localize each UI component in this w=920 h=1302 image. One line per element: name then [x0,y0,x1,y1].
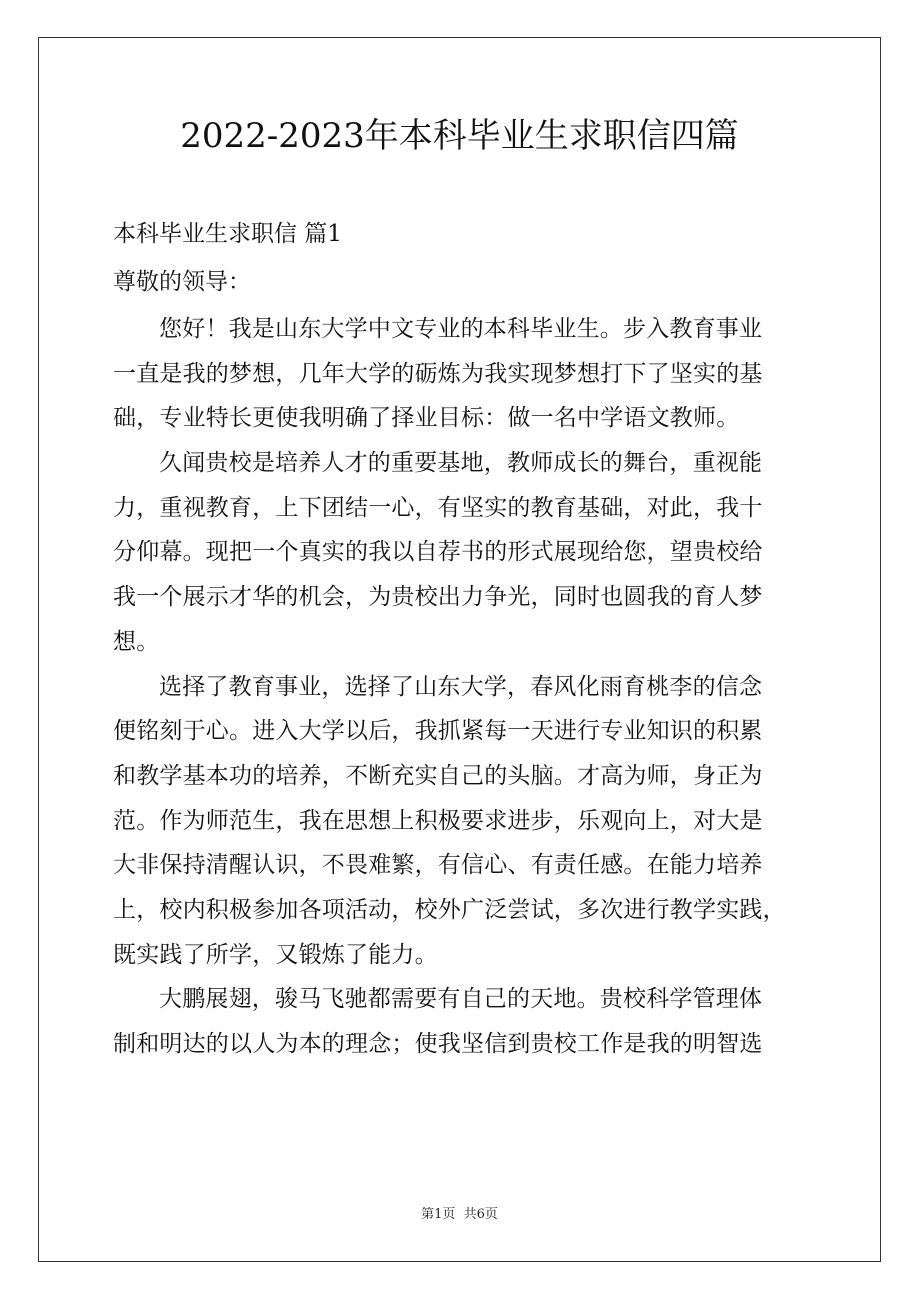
paragraph [113,441,803,664]
paragraph [113,307,803,441]
paragraph-line: 上，校内积极参加各项活动，校外广泛尝试，多次进行教学实践， [113,896,786,923]
paragraph-line: 大非保持清醒认识，不畏难繁，有信心、有责任感。在能力培养 [113,852,763,879]
paragraph-line: 范。作为师范生，我在思想上积极要求进步，乐观向上，对大是 [113,807,763,834]
letter-body [113,307,803,1067]
paragraph-line: 既实践了所学，又锻炼了能力。 [113,941,438,968]
paragraph-line: 分仰幕。现把一个真实的我以自荐书的形式展现给您，望贵校给 [113,539,763,566]
paragraph-line: 力，重视教育，上下团结一心，有坚实的教育基础，对此，我十 [113,494,763,521]
paragraph-line: 久闻贵校是培养人才的重要基地，教师成长的舞台，重视能 [159,450,763,477]
paragraph-line: 您好！我是山东大学中文专业的本科毕业生。步入教育事业 [159,316,763,342]
page-total: 共6页 [463,1207,498,1222]
document-title: 2022-2023年本科毕业生求职信四篇 [180,116,739,156]
paragraph-line: 大鹏展翅，骏马飞驰都需要有自己的天地。贵校科学管理体 [159,986,763,1013]
paragraph-line: 一直是我的梦想，几年大学的砺炼为我实现梦想打下了坚实的基 [113,360,763,387]
paragraph [113,665,803,978]
paragraph-line: 和教学基本功的培养，不断充实自己的头脑。才高为师，身正为 [113,762,763,789]
paragraph [113,977,803,1066]
paragraph-line: 想。 [113,628,160,655]
page-number: 第1页 [421,1207,456,1222]
paragraph-line: 我一个展示才华的机会，为贵校出力争光，同时也圆我的育人梦 [113,584,763,611]
paragraph-line: 便铭刻于心。进入大学以后，我抓紧每一天进行专业知识的积累 [113,718,763,745]
paragraph-line: 选择了教育事业，选择了山东大学，春风化雨育桃李的信念 [159,673,763,700]
paragraph-line: 制和明达的以人为本的理念；使我坚信到贵校工作是我的明智选 [113,1031,763,1057]
paragraph-line: 础，专业特长更使我明确了择业目标：做一名中学语文教师。 [113,405,740,432]
section-heading: 本科毕业生求职信 篇1 [113,221,342,247]
salutation: 尊敬的领导： [113,269,251,295]
page-footer [38,1206,881,1224]
